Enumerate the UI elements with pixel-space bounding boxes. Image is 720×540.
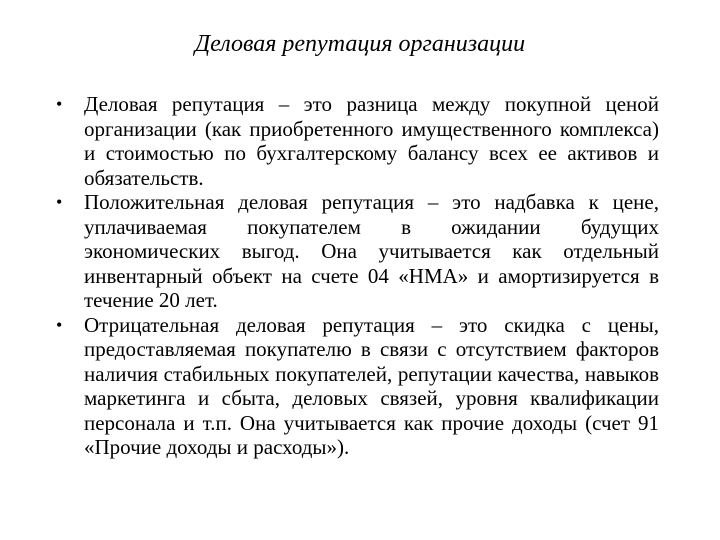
bullet-text: Положительная деловая репутация – это надбавка к цене, уплачиваемая покупателем в ожидании будущих экономических выгод. Она учитывается как отдельный инвентарный объект на счете 04 «НМА» и амортизируется в течение 20 лет. [84, 190, 659, 312]
bullet-marker: • [56, 94, 63, 114]
bullet-marker: • [56, 314, 63, 335]
bullet-item-positive [56, 190, 659, 313]
bullet-item-negative [56, 313, 659, 460]
bullet-list [56, 92, 659, 460]
bullet-text: Отрицательная деловая репутация – это скидка с цены, предоставляемая покупателю в связи с отсутствием факторов наличия стабильных покупателей, репутации качества, навыков маркетинга и сбыта, деловых связей, уровня квалификации персонала и т.п. Она учитывается как прочие доходы (счет 91 «Прочие доходы и расходы»). [84, 312, 659, 459]
bullet-marker: • [56, 192, 63, 212]
slide-title: Деловая репутация организации [194, 31, 526, 57]
bullet-text: Деловая репутация – это разница между покупной ценой организации (как приобретенного имущественного комплекса) и стоимостью по бухгалтерскому балансу всех ее активов и обязательств. [84, 92, 659, 190]
bullet-item-definition [56, 92, 659, 190]
